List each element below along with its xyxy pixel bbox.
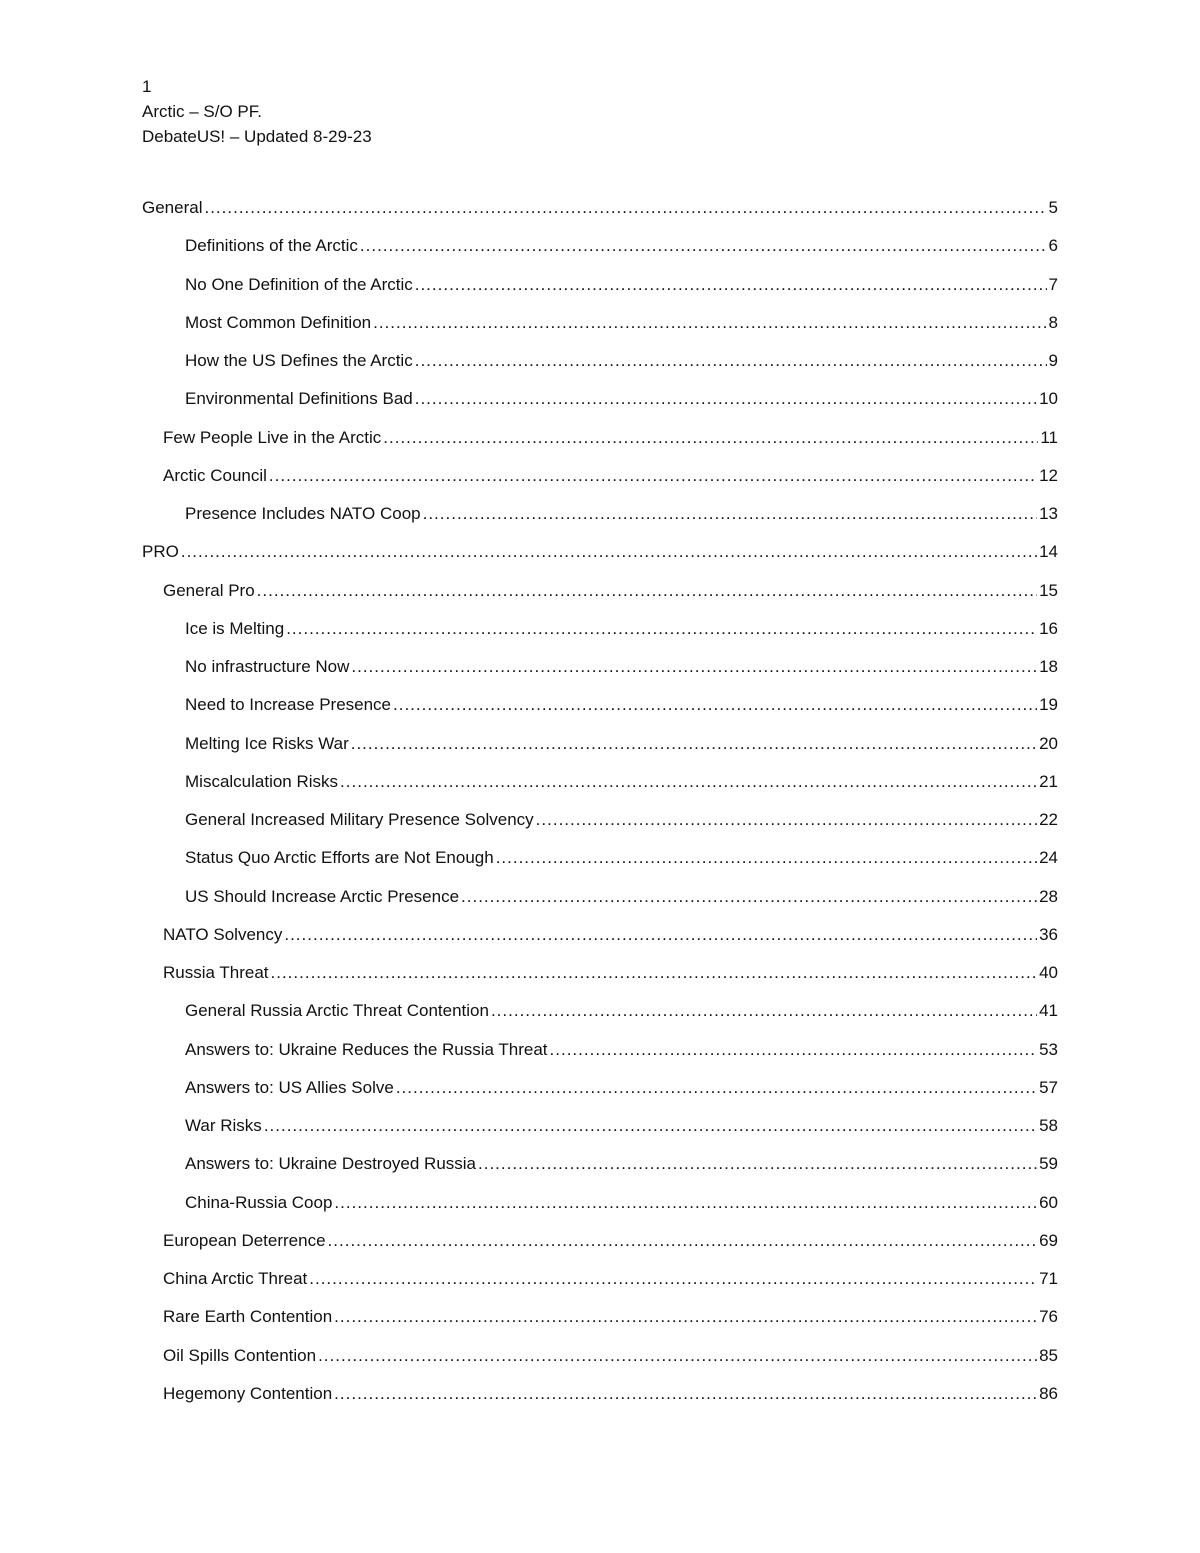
document-header — [142, 74, 372, 149]
toc-entry[interactable] — [142, 347, 1058, 385]
toc-entry-page-number: 76 — [1039, 1307, 1058, 1327]
toc-entry-page-number: 6 — [1048, 236, 1058, 256]
toc-dot-leader — [393, 691, 1037, 719]
toc-entry[interactable] — [142, 1227, 1058, 1265]
toc-entry-title: No infrastructure Now — [185, 657, 350, 676]
toc-entry-page-number: 18 — [1039, 657, 1058, 676]
toc-dot-leader — [286, 615, 1037, 643]
toc-entry[interactable] — [142, 538, 1058, 576]
toc-entry-page-number: 22 — [1039, 810, 1058, 829]
toc-entry[interactable] — [142, 806, 1058, 844]
toc-entry[interactable] — [142, 883, 1058, 921]
toc-entry-page-number: 24 — [1039, 848, 1058, 868]
toc-entry[interactable] — [142, 1189, 1058, 1227]
toc-entry-title: Ice is Melting — [185, 618, 285, 638]
toc-entry-title: US Should Increase Arctic Presence — [185, 886, 460, 906]
toc-entry[interactable] — [142, 309, 1058, 347]
toc-entry-title: Answers to: Ukraine Reduces the Russia Threat — [185, 1039, 548, 1059]
toc-dot-leader — [360, 232, 1047, 260]
toc-dot-leader — [309, 1265, 1037, 1293]
toc-entry-title: PRO — [142, 542, 179, 562]
toc-dot-leader — [423, 500, 1037, 528]
toc-entry-title: Rare Earth Contention — [163, 1307, 333, 1327]
toc-entry[interactable] — [142, 1342, 1058, 1380]
toc-dot-leader — [328, 1227, 1038, 1255]
toc-entry-title: General Pro — [163, 580, 255, 600]
toc-entry[interactable] — [142, 1380, 1058, 1418]
toc-dot-leader — [536, 806, 1037, 834]
toc-dot-leader — [461, 883, 1037, 911]
toc-entry-page-number: 60 — [1039, 1192, 1058, 1212]
toc-entry-title: China-Russia Coop — [185, 1192, 333, 1212]
toc-dot-leader — [496, 844, 1037, 872]
toc-entry[interactable] — [142, 844, 1058, 882]
toc-entry-title: Melting Ice Risks War — [185, 733, 349, 753]
toc-dot-leader — [204, 194, 1046, 222]
toc-entry-title: Environmental Definitions Bad — [185, 389, 413, 409]
toc-entry-page-number: 13 — [1039, 504, 1058, 523]
toc-entry-page-number: 7 — [1048, 274, 1058, 294]
toc-dot-leader — [334, 1303, 1037, 1331]
toc-entry[interactable] — [142, 232, 1058, 270]
toc-entry-title: Russia Threat — [163, 963, 269, 982]
document-title: Arctic – S/O PF. — [142, 102, 262, 121]
toc-entry-page-number: 16 — [1039, 618, 1058, 638]
toc-entry-title: Need to Increase Presence — [185, 695, 392, 715]
toc-entry-title: Answers to: US Allies Solve — [185, 1077, 394, 1097]
toc-dot-leader — [351, 730, 1037, 758]
toc-entry-title: General Increased Military Presence Solvency — [185, 810, 534, 829]
toc-entry-title: Presence Includes NATO Coop — [185, 504, 421, 523]
toc-entry-title: General — [142, 198, 203, 217]
toc-dot-leader — [415, 385, 1037, 413]
toc-entry-page-number: 71 — [1039, 1269, 1058, 1288]
toc-entry-page-number: 10 — [1039, 389, 1058, 409]
toc-entry-page-number: 41 — [1039, 1001, 1058, 1021]
toc-entry[interactable] — [142, 194, 1058, 232]
toc-entry[interactable] — [142, 1150, 1058, 1188]
toc-entry-title: China Arctic Threat — [163, 1269, 308, 1288]
toc-entry[interactable] — [142, 1303, 1058, 1341]
toc-entry-title: War Risks — [185, 1116, 262, 1135]
toc-entry[interactable] — [142, 691, 1058, 729]
toc-entry-page-number: 21 — [1039, 771, 1058, 791]
toc-dot-leader — [269, 462, 1037, 490]
toc-dot-leader — [373, 309, 1046, 337]
toc-entry-page-number: 36 — [1039, 924, 1058, 944]
toc-entry-page-number: 58 — [1039, 1116, 1058, 1135]
toc-dot-leader — [257, 577, 1037, 605]
toc-entry-title: General Russia Arctic Threat Contention — [185, 1001, 489, 1021]
toc-entry[interactable] — [142, 1112, 1058, 1150]
toc-entry[interactable] — [142, 730, 1058, 768]
toc-entry-page-number: 86 — [1039, 1383, 1058, 1403]
toc-entry[interactable] — [142, 921, 1058, 959]
toc-entry-page-number: 59 — [1039, 1154, 1058, 1174]
toc-entry-page-number: 12 — [1039, 465, 1058, 485]
toc-dot-leader — [383, 424, 1038, 452]
toc-entry-title: Hegemony Contention — [163, 1383, 333, 1403]
toc-dot-leader — [271, 959, 1038, 987]
toc-entry-page-number: 11 — [1040, 427, 1058, 447]
toc-entry[interactable] — [142, 1265, 1058, 1303]
toc-entry-title: Oil Spills Contention — [163, 1345, 317, 1365]
toc-entry[interactable] — [142, 271, 1058, 309]
toc-dot-leader — [284, 921, 1037, 949]
toc-dot-leader — [340, 768, 1037, 796]
toc-entry[interactable] — [142, 1036, 1058, 1074]
toc-dot-leader — [415, 347, 1047, 375]
toc-entry[interactable] — [142, 615, 1058, 653]
toc-entry-page-number: 15 — [1039, 580, 1058, 600]
toc-entry-title: Most Common Definition — [185, 312, 372, 332]
toc-entry[interactable] — [142, 462, 1058, 500]
toc-entry[interactable] — [142, 1074, 1058, 1112]
toc-dot-leader — [491, 997, 1037, 1025]
toc-entry[interactable] — [142, 653, 1058, 691]
toc-entry-page-number: 5 — [1048, 198, 1058, 217]
toc-entry[interactable] — [142, 424, 1058, 462]
toc-dot-leader — [415, 271, 1047, 299]
toc-dot-leader — [334, 1189, 1037, 1217]
toc-entry-page-number: 14 — [1039, 542, 1058, 562]
toc-entry[interactable] — [142, 577, 1058, 615]
toc-entry[interactable] — [142, 997, 1058, 1035]
toc-entry[interactable] — [142, 500, 1058, 538]
toc-entry-title: How the US Defines the Arctic — [185, 351, 413, 370]
toc-dot-leader — [550, 1036, 1038, 1064]
toc-dot-leader — [334, 1380, 1037, 1408]
toc-entry-title: Answers to: Ukraine Destroyed Russia — [185, 1154, 477, 1174]
toc-dot-leader — [396, 1074, 1037, 1102]
toc-dot-leader — [351, 653, 1037, 681]
toc-dot-leader — [264, 1112, 1037, 1140]
toc-entry-title: No One Definition of the Arctic — [185, 274, 413, 294]
document-subtitle: DebateUS! – Updated 8-29-23 — [142, 127, 372, 146]
toc-entry-page-number: 9 — [1048, 351, 1058, 370]
toc-entry[interactable] — [142, 385, 1058, 423]
toc-entry-page-number: 57 — [1039, 1077, 1058, 1097]
toc-dot-leader — [318, 1342, 1037, 1370]
toc-entry-title: Definitions of the Arctic — [185, 236, 358, 256]
table-of-contents — [142, 194, 1058, 1418]
toc-entry[interactable] — [142, 959, 1058, 997]
toc-entry-page-number: 19 — [1039, 695, 1058, 715]
toc-entry-page-number: 40 — [1039, 963, 1058, 982]
toc-entry[interactable] — [142, 768, 1058, 806]
toc-dot-leader — [478, 1150, 1037, 1178]
toc-entry-page-number: 28 — [1039, 886, 1058, 906]
toc-entry-page-number: 69 — [1039, 1230, 1058, 1250]
toc-entry-title: Miscalculation Risks — [185, 771, 339, 791]
toc-entry-title: European Deterrence — [163, 1230, 326, 1250]
toc-entry-page-number: 20 — [1039, 733, 1058, 753]
toc-entry-page-number: 53 — [1039, 1039, 1058, 1059]
toc-entry-page-number: 8 — [1048, 312, 1058, 332]
toc-entry-title: Few People Live in the Arctic — [163, 427, 382, 447]
page-number: 1 — [142, 77, 152, 96]
toc-dot-leader — [181, 538, 1037, 566]
toc-entry-title: Status Quo Arctic Efforts are Not Enough — [185, 848, 494, 868]
toc-entry-title: NATO Solvency — [163, 924, 283, 944]
toc-entry-page-number: 85 — [1039, 1345, 1058, 1365]
toc-entry-title: Arctic Council — [163, 465, 267, 485]
